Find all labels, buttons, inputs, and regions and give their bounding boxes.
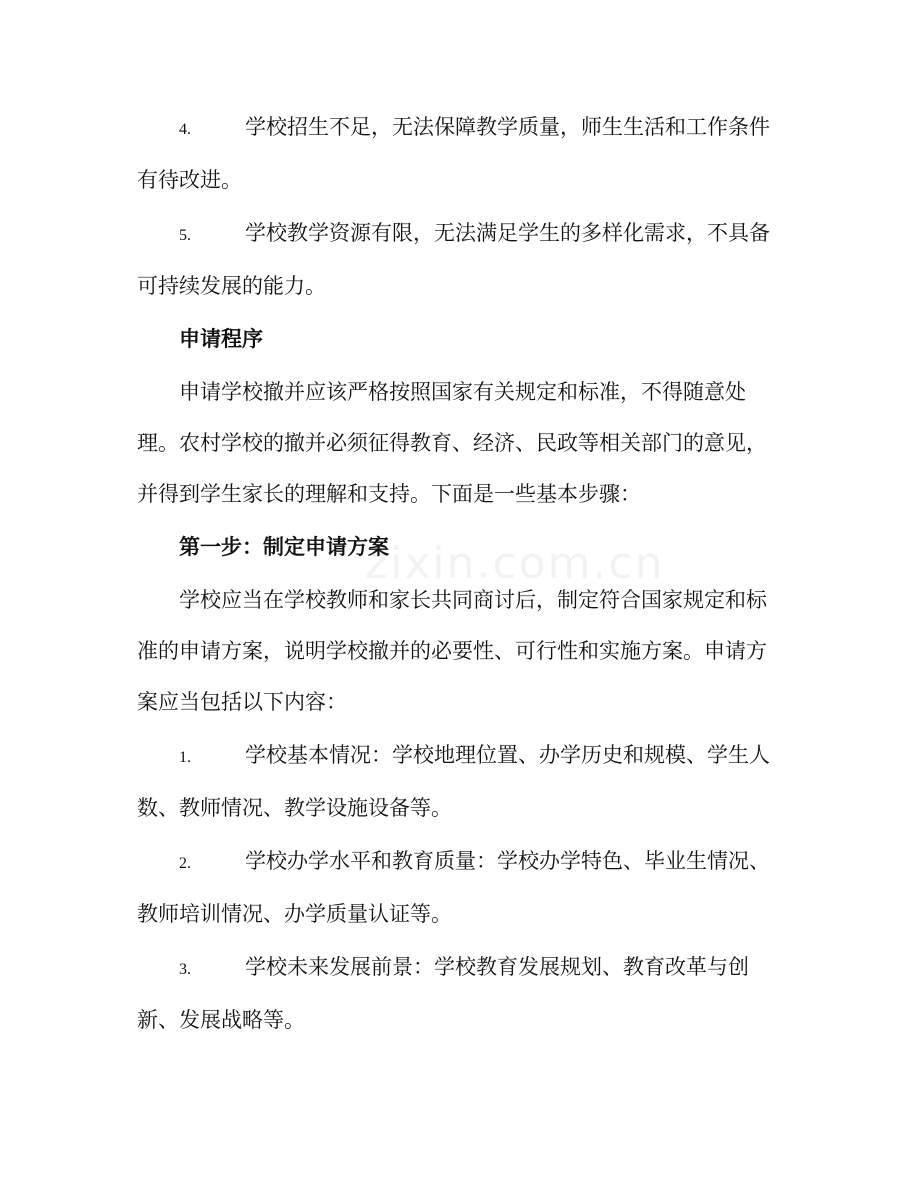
list-number: 5. (179, 227, 191, 244)
list-item-3 (137, 942, 773, 1046)
step-heading: 第一步：制定申请方案 (179, 535, 389, 559)
list-text: 学校招生不足，无法保障教学质量，师生生活和工作条件有待改进。 (137, 115, 770, 192)
list-number: 1. (179, 749, 191, 766)
section-paragraph: 申请学校撤并应该严格按照国家有关规定和标准，不得随意处理。农村学校的撤并必须征得教育、经济、民政等相关部门的意见，并得到学生家长的理解和支持。下面是一些基本步骤： (137, 380, 767, 506)
list-text: 学校办学水平和教育质量：学校办学特色、毕业生情况、教师培训情况、办学质量认证等。 (137, 849, 770, 926)
list-text: 学校教学资源有限，无法满足学生的多样化需求，不具备可持续发展的能力。 (137, 221, 770, 298)
step-paragraph: 学校应当在学校教师和家长共同商讨后，制定符合国家规定和标准的申请方案，说明学校撤并的必要性、可行性和实施方案。申请方案应当包括以下内容： (137, 588, 767, 714)
list-number: 2. (179, 855, 191, 872)
watermark: zixin.com.cn (365, 538, 665, 589)
list-text: 学校基本情况：学校地理位置、办学历史和规模、学生人数、教师情况、教学设施设备等。 (137, 743, 770, 820)
list-item-5 (137, 208, 773, 312)
list-item-2 (137, 836, 773, 940)
document-body (137, 102, 773, 1048)
list-item-4 (137, 102, 773, 206)
section-heading: 申请程序 (179, 327, 263, 351)
list-number: 4. (179, 121, 191, 138)
list-item-1 (137, 730, 773, 834)
list-number: 3. (179, 961, 191, 978)
list-text: 学校未来发展前景：学校教育发展规划、教育改革与创新、发展战略等。 (137, 955, 749, 1032)
